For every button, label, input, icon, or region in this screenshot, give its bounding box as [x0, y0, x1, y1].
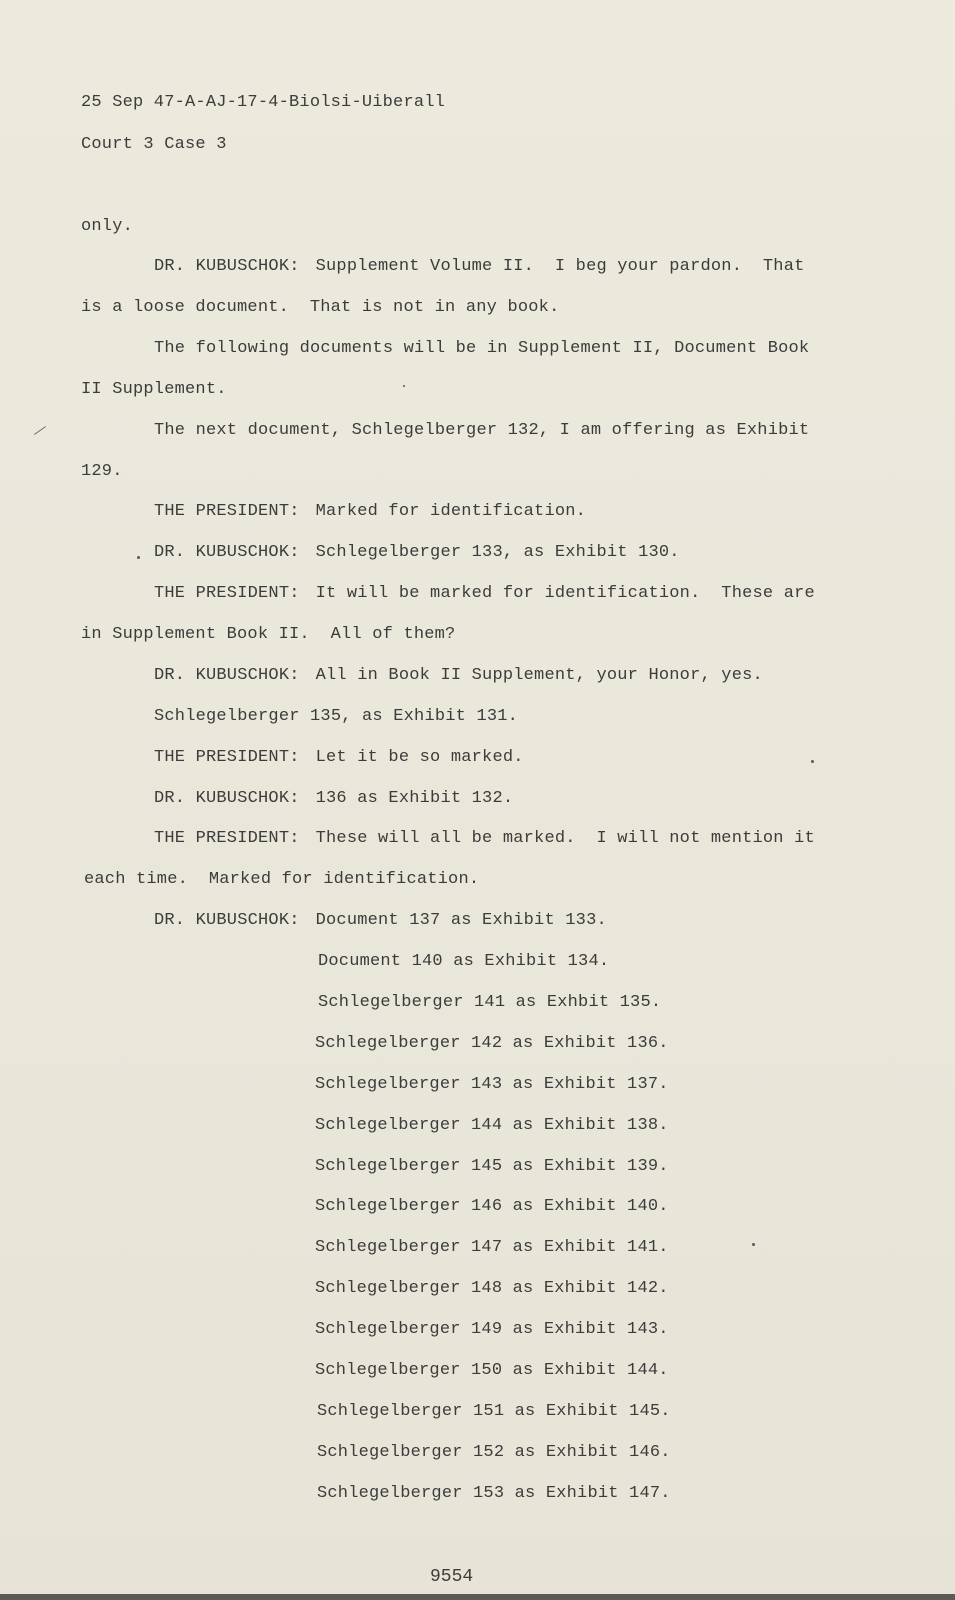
scan-speck — [811, 760, 814, 763]
transcript-line: DR. KUBUSCHOK: Schlegelberger 133, as Exhibit 130. — [154, 543, 680, 562]
exhibit-line: Schlegelberger 152 as Exhibit 146. — [317, 1443, 671, 1462]
transcript-line: The next document, Schlegelberger 132, I am offering as Exhibit — [154, 421, 810, 440]
exhibit-line: Document 140 as Exhibit 134. — [318, 952, 610, 971]
transcript-line: each time. Marked for identification. — [84, 870, 480, 889]
exhibit-line: Schlegelberger 144 as Exhibit 138. — [315, 1116, 669, 1135]
transcript-line: THE PRESIDENT: These will all be marked. I will not mention it — [154, 829, 815, 848]
exhibit-line: Schlegelberger 148 as Exhibit 142. — [315, 1279, 669, 1298]
scan-speck — [752, 1243, 755, 1246]
transcript-line: II Supplement. — [81, 380, 227, 399]
exhibit-line: Schlegelberger 146 as Exhibit 140. — [315, 1197, 669, 1216]
speaker-label: THE PRESIDENT: — [154, 748, 300, 767]
transcript-line: DR. KUBUSCHOK: Document 137 as Exhibit 133. — [154, 911, 607, 930]
speaker-label: DR. KUBUSCHOK: — [154, 543, 300, 562]
exhibit-line: Schlegelberger 151 as Exhibit 145. — [317, 1402, 671, 1421]
speaker-label: THE PRESIDENT: — [154, 502, 300, 521]
speaker-label: DR. KUBUSCHOK: — [154, 789, 300, 808]
speaker-label: THE PRESIDENT: — [154, 829, 300, 848]
transcript-line: is a loose document. That is not in any book. — [81, 298, 560, 317]
exhibit-line: Schlegelberger 153 as Exhibit 147. — [317, 1484, 671, 1503]
transcript-line: DR. KUBUSCHOK: All in Book II Supplement, your Honor, yes. — [154, 666, 763, 685]
scan-speck — [403, 385, 405, 387]
transcript-line: 129. — [81, 462, 123, 481]
margin-pencil-mark — [34, 426, 46, 435]
speaker-label: THE PRESIDENT: — [154, 584, 300, 603]
exhibit-line: Schlegelberger 143 as Exhibit 137. — [315, 1075, 669, 1094]
transcript-line: DR. KUBUSCHOK: 136 as Exhibit 132. — [154, 789, 514, 808]
transcript-line: THE PRESIDENT: Let it be so marked. — [154, 748, 524, 767]
header-reference: 25 Sep 47-A-AJ-17-4-Biolsi-Uiberall — [81, 93, 446, 112]
transcript-line: THE PRESIDENT: It will be marked for identification. These are — [154, 584, 815, 603]
exhibit-line: Schlegelberger 142 as Exhibit 136. — [315, 1034, 669, 1053]
speaker-label: DR. KUBUSCHOK: — [154, 666, 300, 685]
exhibit-line: Schlegelberger 149 as Exhibit 143. — [315, 1320, 669, 1339]
header-court-case: Court 3 Case 3 — [81, 135, 227, 154]
transcript-line: THE PRESIDENT: Marked for identification. — [154, 502, 587, 521]
transcript-line: only. — [81, 217, 134, 236]
scan-speck — [137, 556, 140, 559]
exhibit-line: Schlegelberger 147 as Exhibit 141. — [315, 1238, 669, 1257]
scan-edge — [0, 1594, 955, 1600]
transcript-line: The following documents will be in Supplement II, Document Book — [154, 339, 810, 358]
transcript-line: Schlegelberger 135, as Exhibit 131. — [154, 707, 519, 726]
speaker-label: DR. KUBUSCHOK: — [154, 911, 300, 930]
exhibit-line: Schlegelberger 150 as Exhibit 144. — [315, 1361, 669, 1380]
transcript-line: in Supplement Book II. All of them? — [81, 625, 456, 644]
page-number: 9554 — [430, 1567, 474, 1587]
transcript-line: DR. KUBUSCHOK: Supplement Volume II. I beg your pardon. That — [154, 257, 805, 276]
speaker-label: DR. KUBUSCHOK: — [154, 257, 300, 276]
exhibit-line: Schlegelberger 145 as Exhibit 139. — [315, 1157, 669, 1176]
exhibit-line: Schlegelberger 141 as Exhbit 135. — [318, 993, 662, 1012]
